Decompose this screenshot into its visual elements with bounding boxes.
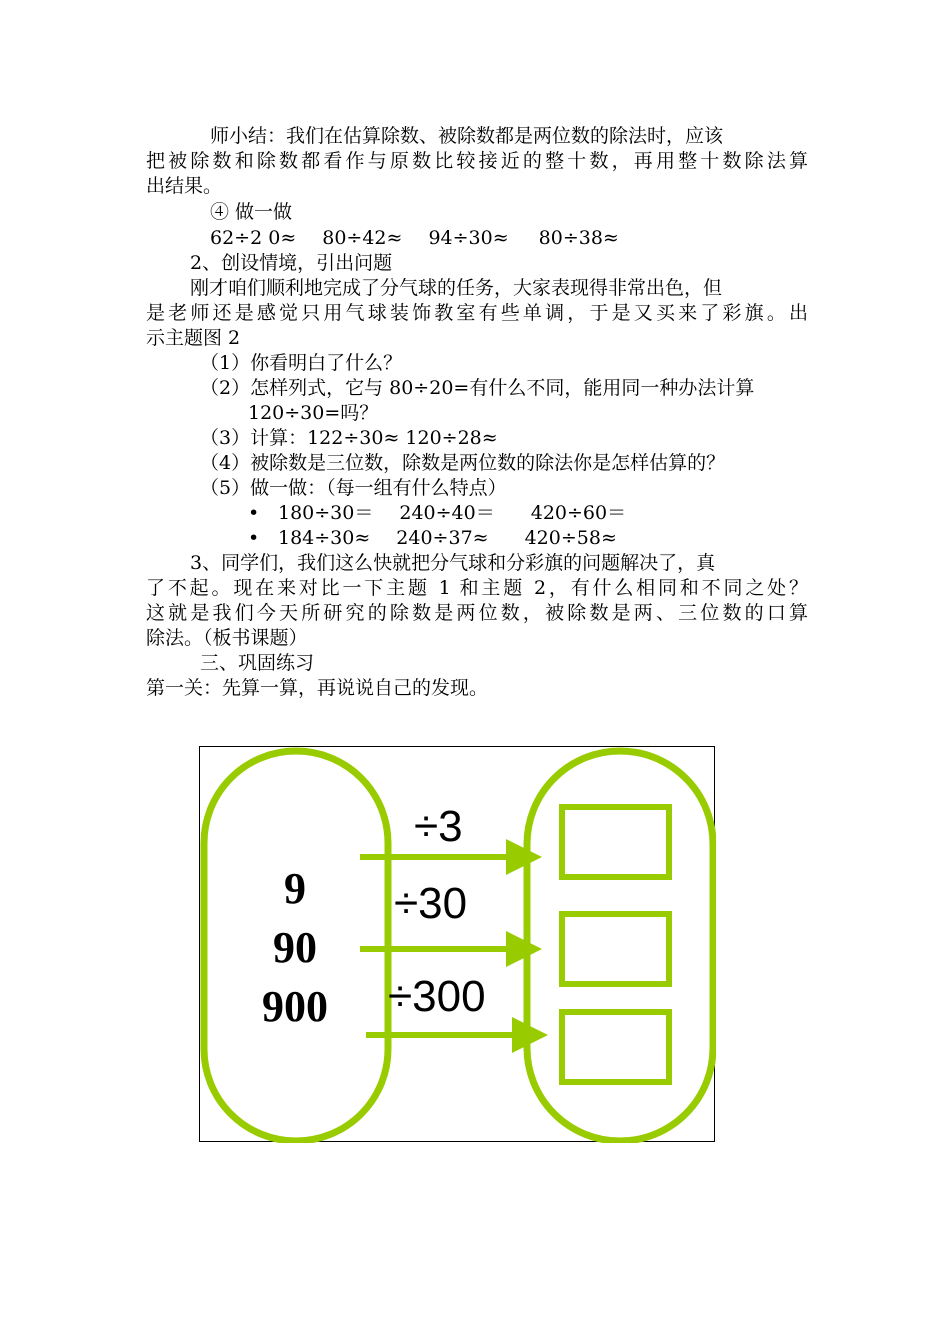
practice-heading: ④ 做一做 [210, 201, 293, 223]
question-3: （3）计算：122÷30≈ 120÷28≈ [200, 427, 498, 449]
practice-item: 80÷42≈ [322, 227, 403, 249]
summary-line-2: 把被除数和除数都看作与原数比较接近的整十数，再用整十数除法算 [146, 150, 808, 172]
practice-items [210, 226, 619, 250]
exercise-item: 180÷30＝ [278, 502, 374, 524]
division-mapping-diagram [199, 746, 715, 1142]
section2-para-line-1: 刚才咱们顺利地完成了分气球的任务，大家表现得非常出色，但 [190, 277, 723, 299]
exercise-item: 240÷40＝ [399, 502, 495, 524]
exercise-row-2 [248, 526, 617, 550]
dividend-90: 90 [273, 923, 317, 972]
divide-by-3: ÷3 [414, 802, 463, 851]
exercise-row-1 [248, 501, 626, 525]
section2-para-line-2: 是老师还是感觉只用气球装饰教室有些单调，于是又买来了彩旗。出 [146, 302, 808, 324]
section3-line-1: 3、同学们，我们这么快就把分气球和分彩旗的问题解决了，真 [190, 552, 716, 574]
question-1: （1）你看明白了什么？ [200, 352, 403, 374]
section2-heading: 2、创设情境，引出问题 [190, 252, 393, 274]
divide-by-300: ÷300 [388, 972, 486, 1021]
dividend-9: 9 [284, 864, 306, 913]
divide-by-30: ÷30 [394, 879, 468, 928]
answer-box [562, 914, 669, 984]
diagram-canvas [200, 747, 716, 1143]
practice-item: 62÷2 0≈ [210, 227, 297, 249]
consolidate-heading: 三、巩固练习 [200, 652, 315, 674]
level-1-instruction: 第一关：先算一算，再说说自己的发现。 [146, 677, 489, 699]
bullet: • [248, 502, 260, 524]
practice-item: 94÷30≈ [428, 227, 509, 249]
section3-line-3: 这就是我们今天所研究的除数是两位数，被除数是两、三位数的口算 [146, 602, 808, 624]
answer-box [562, 807, 669, 877]
question-4: （4）被除数是三位数，除数是两位数的除法你是怎样估算的？ [200, 452, 726, 474]
section2-para-line-3: 示主题图 2 [146, 327, 241, 349]
exercise-item: 420÷60＝ [530, 502, 627, 524]
question-5: （5）做一做：（每一组有什么特点） [200, 477, 507, 499]
bullet: • [248, 527, 260, 549]
question-2-line-2: 120÷30=吗？ [248, 402, 379, 424]
summary-line-1: 师小结：我们在估算除数、被除数都是两位数的除法时，应该 [210, 125, 724, 147]
dividend-900: 900 [262, 982, 328, 1031]
section3-line-4: 除法。（板书课题） [146, 627, 308, 649]
exercise-item: 420÷58≈ [524, 527, 617, 549]
section3-line-2: 了不起。现在来对比一下主题 1 和主题 2，有什么相同和不同之处？ [146, 577, 808, 599]
exercise-item: 184÷30≈ [278, 527, 371, 549]
summary-line-3: 出结果。 [146, 175, 223, 197]
practice-item: 80÷38≈ [538, 227, 619, 249]
answer-box [562, 1012, 669, 1082]
exercise-item: 240÷37≈ [396, 527, 489, 549]
question-2-line-1: （2）怎样列式，它与 80÷20=有什么不同，能用同一种办法计算 [200, 377, 755, 399]
